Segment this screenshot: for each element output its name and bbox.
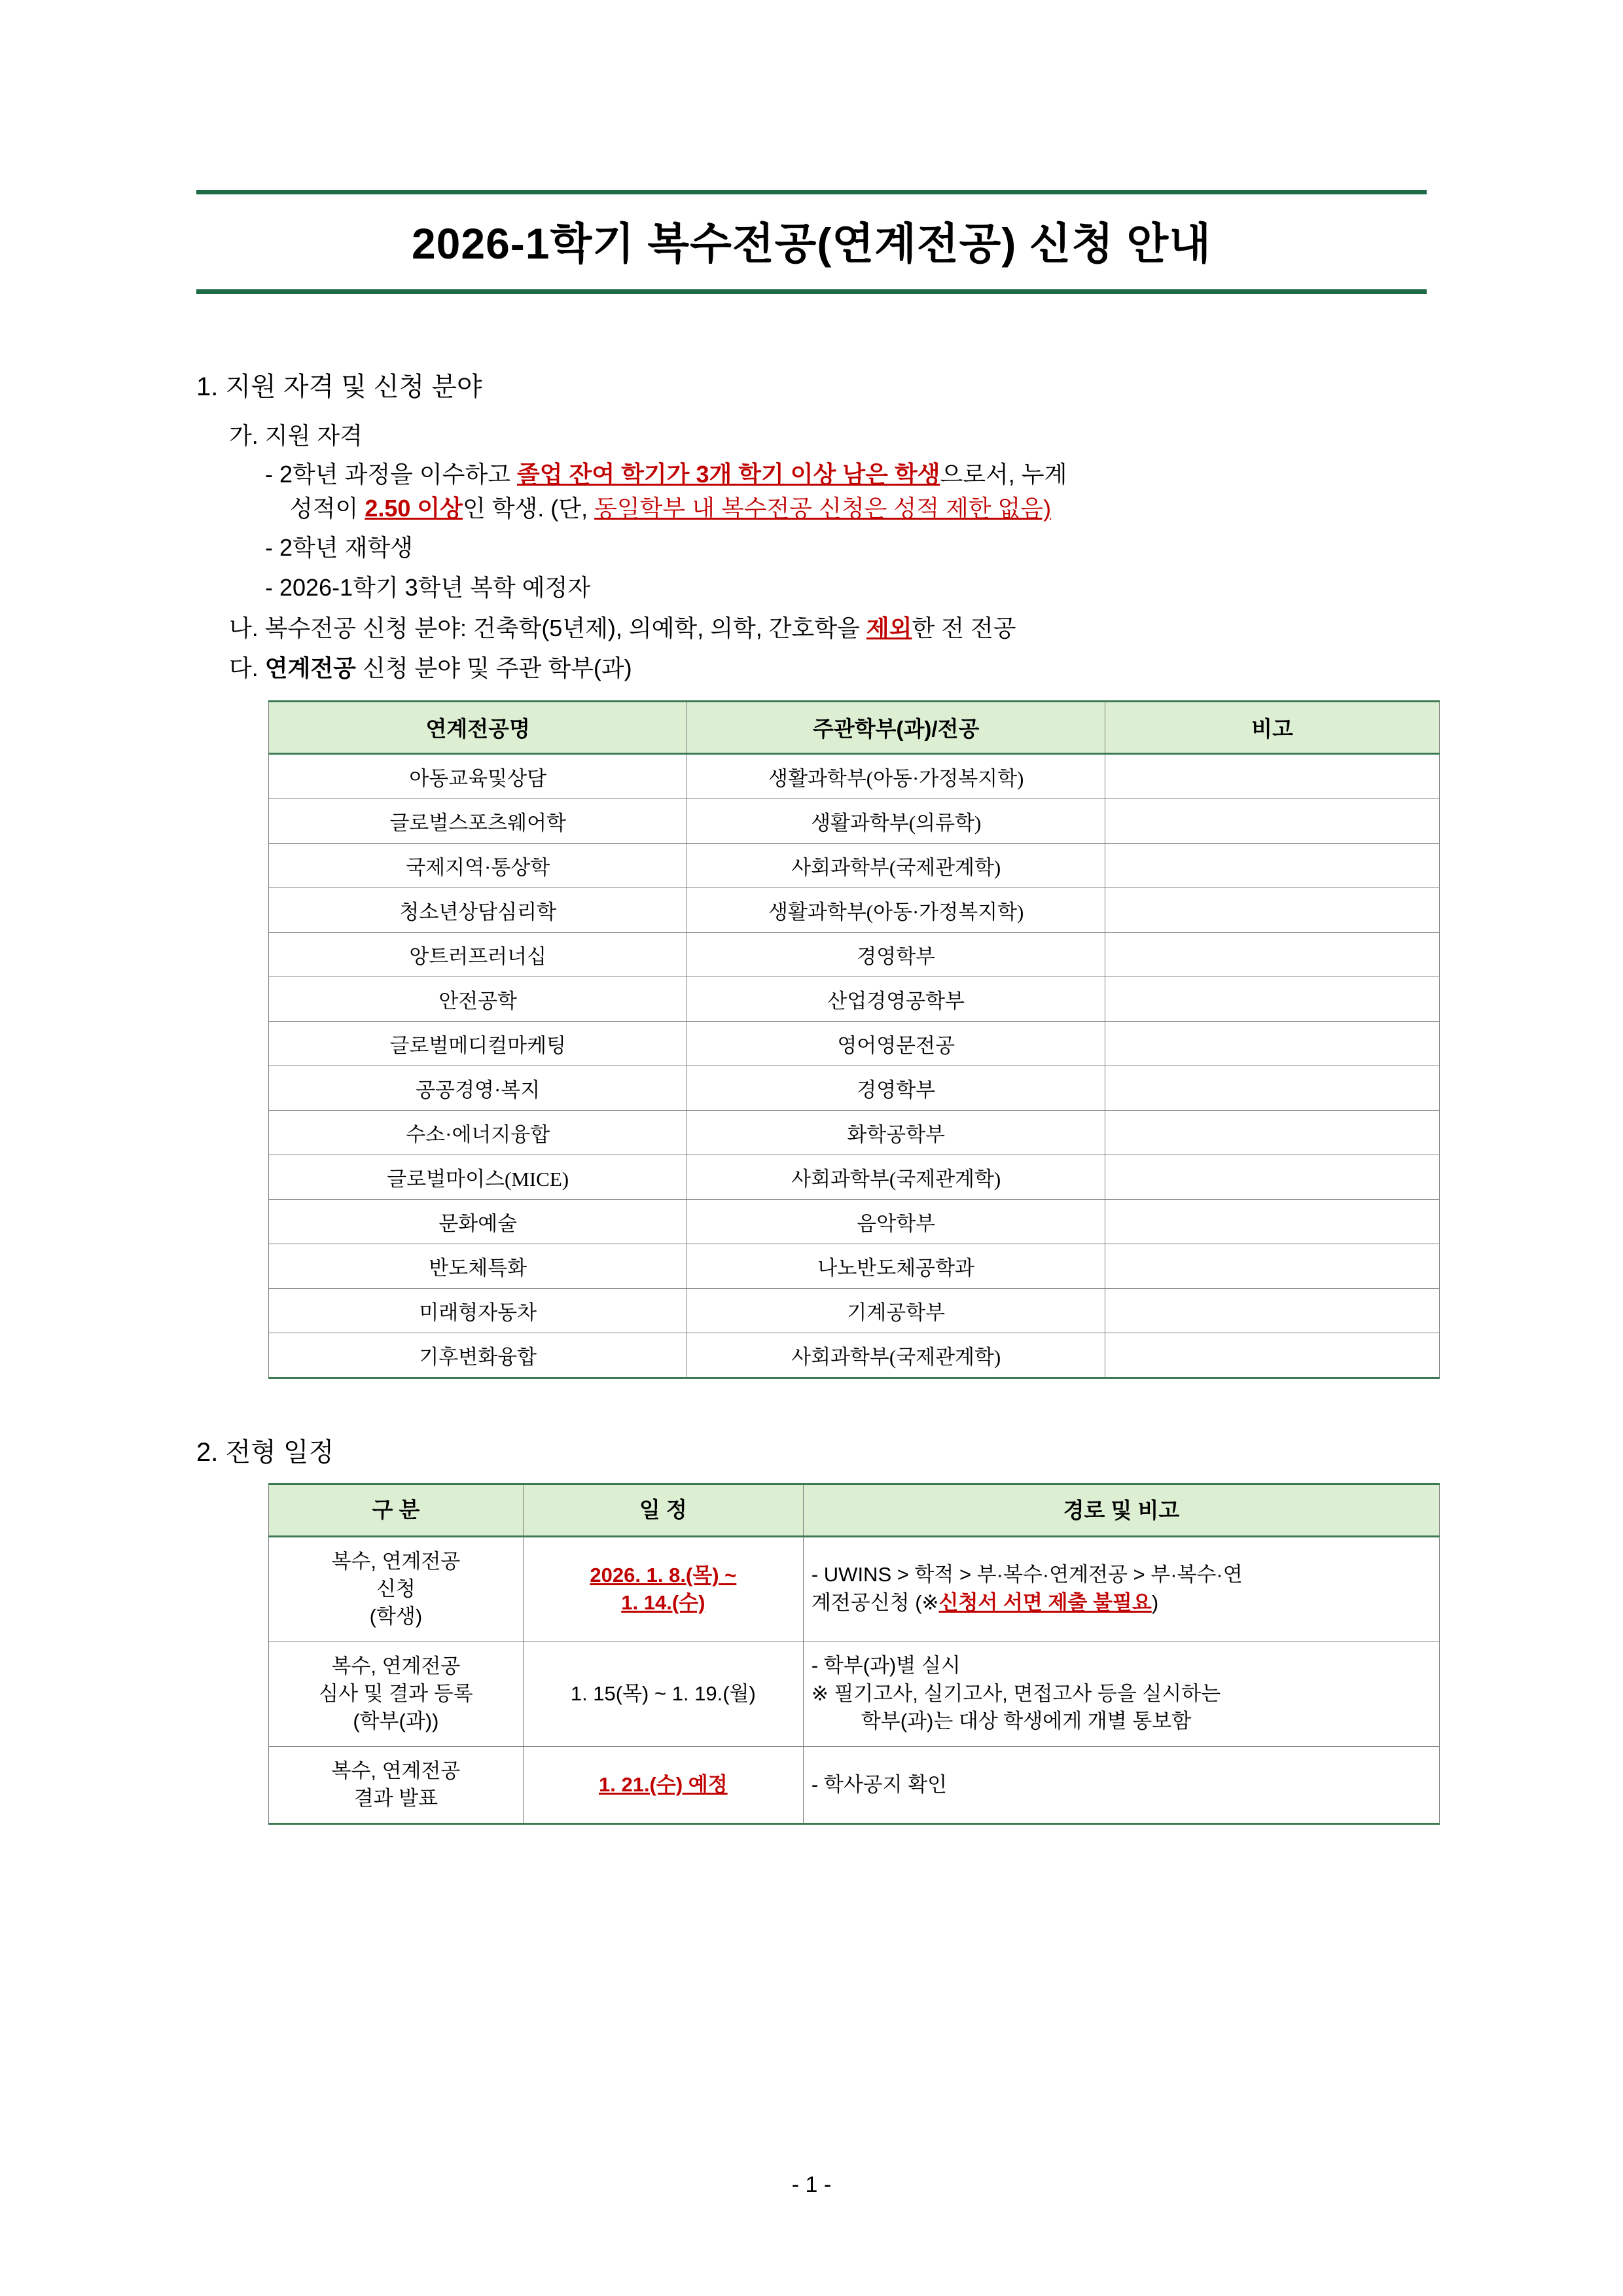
page-footer: - 1 - bbox=[791, 2172, 832, 2197]
section-1-item-b-highlight: 제외 bbox=[866, 614, 912, 641]
table-row bbox=[269, 1537, 1440, 1641]
major-note-cell bbox=[1105, 1155, 1439, 1199]
division-line-2: 심사 및 결과 등록 bbox=[319, 1682, 473, 1706]
date-line-1: 1. 21.(수) 예정 bbox=[599, 1773, 728, 1797]
table-row bbox=[269, 932, 1440, 977]
note-line-2 bbox=[812, 1591, 1158, 1614]
major-name-cell: 글로벌마이스(MICE) bbox=[269, 1155, 687, 1199]
major-table-header-name: 연계전공명 bbox=[269, 701, 687, 753]
major-dept-cell: 나노반도체공학과 bbox=[687, 1244, 1105, 1288]
table-row bbox=[269, 1288, 1440, 1333]
schedule-note-cell bbox=[803, 1747, 1439, 1824]
section-2-heading: 2. 전형 일정 bbox=[196, 1437, 334, 1467]
major-name-cell: 글로벌스포츠웨어학 bbox=[269, 798, 687, 843]
division-line-1: 복수, 연계전공 bbox=[331, 1550, 461, 1573]
major-note-cell bbox=[1105, 888, 1439, 932]
division-line-3: (학생) bbox=[369, 1604, 423, 1628]
major-dept-cell: 사회과학부(국제관계학) bbox=[687, 1333, 1105, 1378]
major-dept-cell: 음악학부 bbox=[687, 1199, 1105, 1244]
schedule-note-cell bbox=[803, 1537, 1439, 1641]
table-row bbox=[269, 888, 1440, 932]
major-dept-cell: 영어영문전공 bbox=[687, 1021, 1105, 1066]
table-row bbox=[269, 1641, 1440, 1746]
section-1-item-b bbox=[229, 610, 1427, 643]
major-table-head bbox=[269, 701, 1440, 753]
division-line-2: 결과 발표 bbox=[353, 1786, 438, 1810]
major-dept-cell: 사회과학부(국제관계학) bbox=[687, 843, 1105, 888]
schedule-date-cell bbox=[523, 1641, 803, 1746]
major-table-header-note: 비고 bbox=[1105, 701, 1439, 753]
note-line-1: - 학사공지 확인 bbox=[811, 1772, 948, 1796]
major-dept-cell: 생활과학부(아동·가정복지학) bbox=[687, 888, 1105, 932]
eligibility-bullet-1-mid: 으로서, 누계 bbox=[940, 461, 1067, 488]
table-row bbox=[269, 1333, 1440, 1378]
major-note-cell bbox=[1105, 977, 1439, 1021]
schedule-division-cell bbox=[269, 1747, 524, 1824]
schedule-header-division: 구 분 bbox=[269, 1484, 524, 1537]
schedule-table bbox=[268, 1483, 1440, 1825]
major-note-cell bbox=[1105, 1110, 1439, 1155]
section-1-heading: 1. 지원 자격 및 신청 분야 bbox=[196, 372, 482, 401]
interdisciplinary-major-table bbox=[268, 700, 1440, 1379]
major-name-cell: 글로벌메디컬마케팅 bbox=[269, 1021, 687, 1066]
eligibility-bullet-2: - 2학년 재학생 bbox=[265, 534, 413, 562]
section-2-block bbox=[196, 1431, 1427, 1825]
major-note-cell bbox=[1105, 798, 1439, 843]
major-dept-cell: 경영학부 bbox=[687, 932, 1105, 977]
eligibility-bullet-1-line2 bbox=[290, 492, 1427, 526]
table-row bbox=[269, 1747, 1440, 1824]
schedule-header-date: 일 정 bbox=[523, 1484, 803, 1537]
table-row bbox=[269, 1066, 1440, 1110]
document-title-block bbox=[196, 190, 1427, 294]
section-1-item-c-emphasis: 연계전공 bbox=[264, 654, 356, 681]
note-line-2-highlight: 신청서 서면 제출 불필요 bbox=[938, 1591, 1152, 1615]
major-name-cell: 수소·에너지융합 bbox=[269, 1110, 687, 1155]
major-note-cell bbox=[1105, 1333, 1439, 1378]
major-name-cell: 문화예술 bbox=[269, 1199, 687, 1244]
eligibility-bullet-1-pre: - 2학년 과정을 이수하고 bbox=[265, 461, 510, 488]
note-line-3: 학부(과)는 대상 학생에게 개별 통보함 bbox=[861, 1710, 1192, 1733]
major-dept-cell: 사회과학부(국제관계학) bbox=[687, 1155, 1105, 1199]
major-note-cell bbox=[1105, 843, 1439, 888]
note-line-2-pre: 계전공신청 (※ bbox=[811, 1591, 939, 1615]
date-line-1: 2026. 1. 8.(목) ~ bbox=[590, 1564, 737, 1587]
major-name-cell: 앙트러프러너십 bbox=[269, 932, 687, 977]
schedule-division-cell bbox=[269, 1537, 524, 1641]
major-name-cell: 공공경영·복지 bbox=[269, 1066, 687, 1110]
schedule-date-cell bbox=[523, 1537, 803, 1641]
eligibility-bullet-3: - 2026-1학기 3학년 복학 예정자 bbox=[265, 573, 591, 601]
note-line-1: - UWINS > 학적 > 부·복수·연계전공 > 부·복수·연 bbox=[811, 1563, 1243, 1587]
division-line-1: 복수, 연계전공 bbox=[331, 1655, 461, 1678]
table-row bbox=[269, 1244, 1440, 1288]
table-row bbox=[269, 1021, 1440, 1066]
major-note-cell bbox=[1105, 1288, 1439, 1333]
schedule-division-cell bbox=[269, 1641, 524, 1746]
major-dept-cell: 생활과학부(의류학) bbox=[687, 798, 1105, 843]
major-note-cell bbox=[1105, 753, 1439, 798]
table-row bbox=[269, 798, 1440, 843]
major-table-header-dept: 주관학부(과)/전공 bbox=[687, 701, 1105, 753]
table-row bbox=[269, 977, 1440, 1021]
major-name-cell: 반도체특화 bbox=[269, 1244, 687, 1288]
section-1-item-b-post: 한 전 전공 bbox=[912, 614, 1016, 641]
major-dept-cell: 산업경영공학부 bbox=[687, 977, 1105, 1021]
major-name-cell: 안전공학 bbox=[269, 977, 687, 1021]
section-1-item-c-post: 신청 분야 및 주관 학부(과) bbox=[362, 654, 632, 681]
date-line-1: 1. 15(목) ~ 1. 19.(월) bbox=[570, 1682, 756, 1706]
schedule-header-note: 경로 및 비고 bbox=[803, 1484, 1439, 1537]
major-name-cell: 국제지역·통상학 bbox=[269, 843, 687, 888]
note-line-2-post: ) bbox=[1151, 1591, 1159, 1615]
eligibility-bullet-1-highlight-3: 동일학부 내 복수전공 신청은 성적 제한 없음) bbox=[594, 495, 1052, 522]
schedule-table-body bbox=[269, 1537, 1440, 1824]
major-name-cell: 청소년상담심리학 bbox=[269, 888, 687, 932]
major-note-cell bbox=[1105, 1021, 1439, 1066]
table-row bbox=[269, 753, 1440, 798]
eligibility-bullet-1 bbox=[265, 457, 1427, 526]
note-line-1: - 학부(과)별 실시 bbox=[811, 1653, 961, 1677]
schedule-date-cell bbox=[523, 1747, 803, 1824]
section-1-item-c bbox=[229, 650, 1427, 683]
schedule-table-head bbox=[269, 1484, 1440, 1537]
major-name-cell: 아동교육및상담 bbox=[269, 753, 687, 798]
division-line-1: 복수, 연계전공 bbox=[331, 1759, 461, 1783]
major-note-cell bbox=[1105, 1066, 1439, 1110]
section-1-item-c-pre: 다. bbox=[229, 654, 259, 681]
major-table-header-row bbox=[269, 701, 1440, 753]
schedule-header-row bbox=[269, 1484, 1440, 1537]
date-line-2: 1. 14.(수) bbox=[621, 1591, 705, 1615]
eligibility-bullet-1-line2-pre: 성적이 bbox=[290, 495, 359, 522]
table-row bbox=[269, 1155, 1440, 1199]
major-dept-cell: 생활과학부(아동·가정복지학) bbox=[687, 753, 1105, 798]
major-note-cell bbox=[1105, 1244, 1439, 1288]
division-line-3: (학부(과)) bbox=[353, 1709, 439, 1732]
table-row bbox=[269, 1199, 1440, 1244]
major-dept-cell: 화학공학부 bbox=[687, 1110, 1105, 1155]
eligibility-bullet-1-highlight-1: 졸업 잔여 학기가 3개 학기 이상 남은 학생 bbox=[517, 461, 940, 488]
note-line-2: ※ 필기고사, 실기고사, 면접고사 등을 실시하는 bbox=[811, 1681, 1221, 1705]
eligibility-bullet-1-highlight-2: 2.50 이상 bbox=[365, 495, 463, 522]
page-title: 2026-1학기 복수전공(연계전공) 신청 안내 bbox=[411, 219, 1212, 268]
table-row bbox=[269, 843, 1440, 888]
schedule-note-cell bbox=[803, 1641, 1439, 1746]
major-note-cell bbox=[1105, 1199, 1439, 1244]
major-dept-cell: 기계공학부 bbox=[687, 1288, 1105, 1333]
major-name-cell: 기후변화융합 bbox=[269, 1333, 687, 1378]
major-name-cell: 미래형자동차 bbox=[269, 1288, 687, 1333]
eligibility-bullet-1-line2-mid: 인 학생. (단, bbox=[462, 495, 588, 522]
section-1-item-a: 가. 지원 자격 bbox=[229, 422, 363, 449]
division-line-2: 신청 bbox=[376, 1577, 416, 1601]
table-row bbox=[269, 1110, 1440, 1155]
section-1-item-b-pre: 나. 복수전공 신청 분야: 건축학(5년제), 의예학, 의학, 간호학을 bbox=[229, 614, 860, 641]
major-dept-cell: 경영학부 bbox=[687, 1066, 1105, 1110]
major-note-cell bbox=[1105, 932, 1439, 977]
major-table-body bbox=[269, 753, 1440, 1378]
